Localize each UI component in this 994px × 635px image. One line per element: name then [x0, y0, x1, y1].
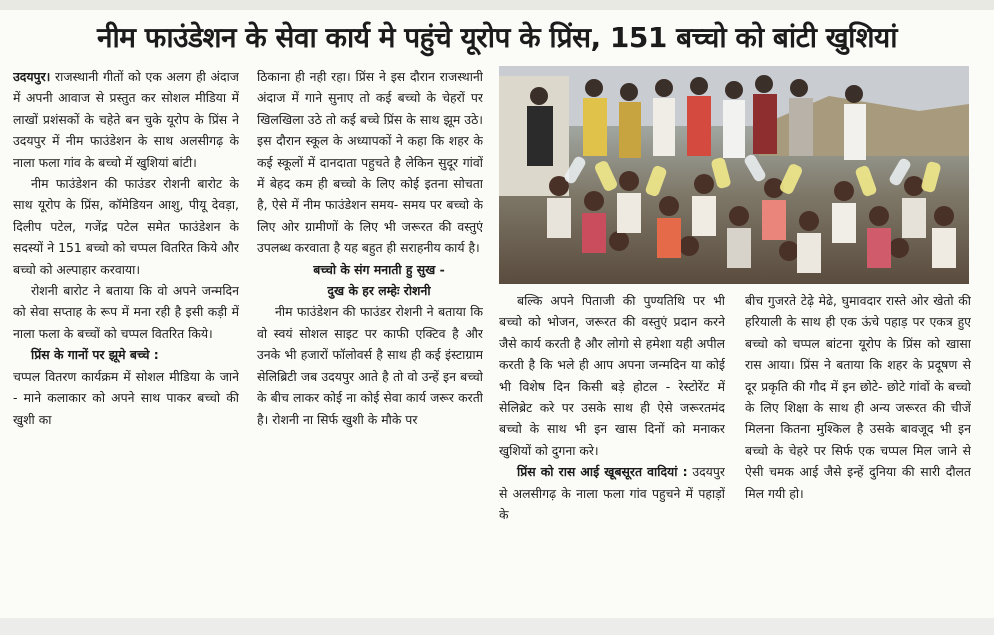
article-column-3	[499, 290, 725, 614]
paragraph: नीम फाउंडेशन की फाउंडर रोशनी बारोट के साथ यूरोप के प्रिंस, कॉमेडियन आशु, पीयू देवड़ा, दिलीप पटेल, गजेंद्र पटेल समेत फाउंडेशन के सदस्यों ने 151 बच्चो को चप्पल वितरित किये और बच्चो को अल्पाहार करवाया।	[13, 176, 239, 277]
article-column-1	[13, 66, 239, 614]
news-photo	[499, 66, 969, 284]
paragraph: ठिकाना ही नही रहा। प्रिंस ने इस दौरान राजस्थानी अंदाज में गाने सुनाए तो कई बच्चो के चेहरों पर खिलखिला उठे तो कई बच्चे प्रिंस के साथ झूम उठे। इस दौरान स्कूल के अध्यापकों ने कहा कि शहर के कई स्कूलों में दानदाता पहुचते है लेकिन सुदूर गांवों में बेहद कम ही बच्चो के लिए कोई इतना सोचता है, ऐसे में नीम फाउंडेशन समय- समय पर बच्चो के लिए ओर ग्रामीणों के लिए भी जरूरत की वस्तुएं उपलब्ध करवाता है यह बहुत ही सराहनीय कार्य है।	[257, 69, 483, 256]
subheading: दुख के हर लम्हेः रोशनी	[327, 283, 431, 299]
subheading: बच्चो के संग मनाती हु सुख -	[313, 261, 445, 277]
paragraph: चप्पल वितरण कार्यक्रम में सोशल मीडिया के जाने - माने कलाकार को अपने साथ पाकर बच्चो की खुशी का	[13, 368, 239, 427]
article-column-4	[745, 290, 971, 614]
paragraph: बल्कि अपने पिताजी की पुण्यतिथि पर भी बच्चो को भोजन, जरूरत की वस्तुएं प्रदान करने जैसे कार्य करती है और लोगो से हमेशा यही अपील करती है कि भले ही आप अपना जन्मदिन या कोई भी विशेष दिन किसी बड़े होटल - रेस्टोरेंट में सेलिब्रेट करे पर उसके साथ ही ऐसे जरूरतमंद बच्चो के साथ भी इन खास दिनों को मनाकर खुशियों को दुगना करे।	[499, 293, 725, 458]
paragraph	[499, 461, 725, 525]
paragraph: बीच गुजरते टेढ़े मेढे, घुमावदार रास्ते ओर खेतो की हरियाली के साथ ही एक ऊंचे पहाड़ पर एकत्र हुए बच्चो को चप्पल बांटना यूरोप के प्रिंस को खासा रास आया। प्रिंस ने बताया कि शहर के प्रदूषण से दूर प्रकृति की गौद में इन छोटे- छोटे गांवों के बच्चो के लिए शिक्षा के साथ ही अन्य जरूरत की चीजें मिलना कितना मुश्किल है उसके बावजूद भी इन बच्चो के चेहरे पर सिर्फ एक चप्पल मिल जाने से ऐसी चमक आई जैसे इन्हें दुनिया की सारी दौलत मिल गयी हो।	[745, 293, 971, 501]
bottom-edge-strip	[0, 618, 994, 635]
paragraph: नीम फाउंडेशन की फाउंडर रोशनी ने बताया कि वो स्वयं सोशल साइट पर काफी एक्टिव है और उनके भी हजारों फॉलोवर्स है साथ ही कई इंस्टाग्राम सेलिब्रिटी जब उदयपुर आते है तो वो उन्हें इन बच्चो के बीच लाकर कोई ना कोई सेवा कार्य जरूर करती है। रोशनी ना सिर्फ खुशी के मौके पर	[257, 304, 483, 427]
paragraph	[13, 66, 239, 173]
paragraph-text: उदयपुर से अलसीगढ़ के नाला फला गांव पहुचने में पहाड़ों के	[499, 464, 725, 523]
subheading: प्रिंस के गानों पर झूमे बच्चे :	[31, 347, 159, 363]
article-column-2	[257, 66, 483, 614]
headline: नीम फाउंडेशन के सेवा कार्य मे पहुंचे यूरोप के प्रिंस, 151 बच्चो को बांटी खुशियां	[97, 21, 897, 54]
top-edge-strip	[0, 0, 994, 10]
subheading: प्रिंस को रास आई खूबसूरत वादियां :	[517, 464, 688, 480]
group-photo-illustration	[499, 66, 969, 284]
paragraph: रोशनी बारोट ने बताया कि वो अपने जन्मदिन को सेवा सप्ताह के रूप में मना रही है इसी कड़ी में नाला फला के बच्चों को चप्पल वितरित किये।	[13, 283, 239, 341]
dateline: उदयपुर।	[13, 69, 51, 84]
paragraph-text: राजस्थानी गीतों को एक अलग ही अंदाज में अपनी आवाज से प्रस्तुत कर सोशल मीडिया में लाखों प्रशंसकों के चहेते बन चुके यूरोप के प्रिंस ने उदयपुर में नीम फाउंडेशन के साथ अलसीगढ़ के नाला फला गांव के बच्चो में खुशियां बांटी।	[13, 69, 239, 170]
